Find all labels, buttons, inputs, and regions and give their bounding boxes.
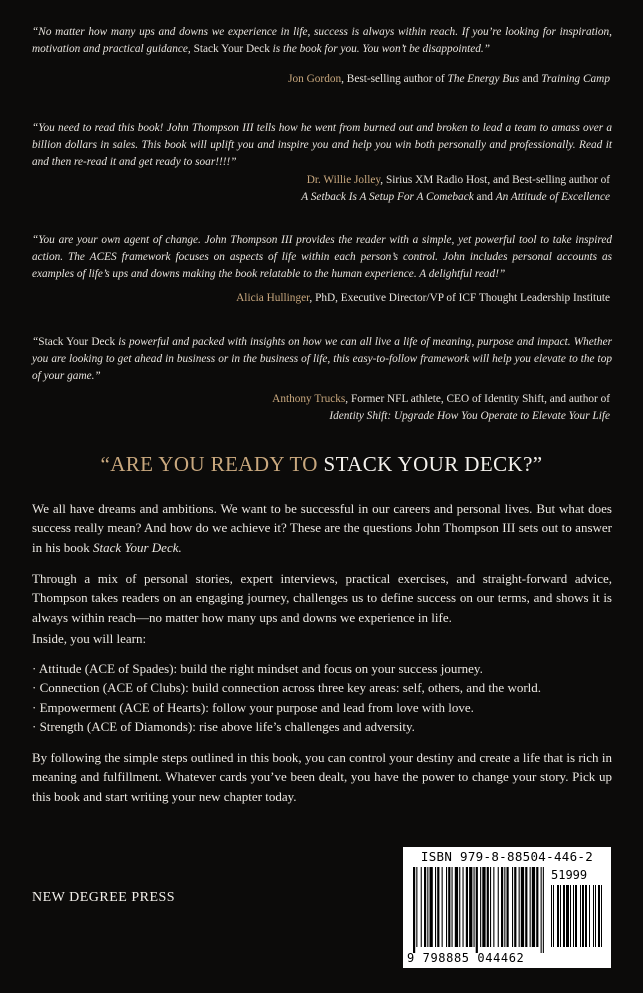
barcode-bar	[430, 867, 433, 947]
testimonial-attribution: Dr. Willie Jolley, Sirius XM Radio Host, and Best-selling author of	[306, 174, 610, 186]
barcode-bar	[575, 885, 577, 947]
barcode-bar	[543, 867, 544, 953]
barcode-bar	[482, 867, 485, 947]
testimonial-attribution-book: Identity Shift: Upgrade How You Operate to Elevate Your Life	[329, 410, 610, 422]
barcode-bars	[403, 847, 611, 968]
barcode-bar	[514, 867, 516, 947]
barcode-bar	[530, 867, 531, 947]
list-item: · Connection (ACE of Clubs): build connection across three key areas: self, others, and the world.	[32, 680, 542, 696]
barcode-bar	[519, 867, 520, 947]
barcode-bar	[459, 867, 460, 947]
barcode-bar	[435, 867, 436, 947]
barcode-bar	[582, 885, 584, 947]
barcode-bar	[469, 867, 472, 947]
barcode-bar	[563, 885, 565, 947]
list-item: · Strength (ACE of Diamonds): rise above life’s challenges and adversity.	[32, 719, 415, 735]
barcode-bar	[570, 885, 571, 947]
barcode-bar	[476, 867, 478, 953]
isbn-barcode	[403, 847, 611, 968]
barcode-bar	[580, 885, 581, 947]
barcode-bar	[566, 885, 569, 947]
barcode-bar	[521, 867, 524, 947]
barcode-bar	[474, 867, 475, 947]
endorser-name: Anthony Trucks	[272, 393, 346, 405]
price-code: 51999	[551, 868, 588, 882]
barcode-bar	[455, 867, 458, 947]
barcode-bar	[598, 885, 600, 947]
barcode-bar	[448, 867, 450, 947]
endorser-name: Jon Gordon	[288, 73, 342, 85]
barcode-bar	[487, 867, 489, 947]
barcode-bar	[480, 867, 481, 947]
barcode-digits: 9 798885 044462	[407, 951, 525, 965]
barcode-bar	[551, 885, 552, 947]
barcode-bar	[601, 885, 602, 947]
book-title-bold: Stack Your Deck	[193, 43, 270, 56]
barcode-bar	[532, 867, 535, 947]
barcode-bar	[525, 867, 527, 947]
barcode-bar	[512, 867, 513, 947]
testimonial-attribution: Anthony Trucks, Former NFL athlete, CEO of Identity Shift, and author of	[272, 393, 610, 405]
testimonial-quote: “Stack Your Deck is powerful and packed with insights on how we can all live a life of meaning, purpose and impact. Whether you are looking to get ahead in business or in the business of life, this easy-to-follow framework will help you elevate to the top of your game.”	[32, 336, 612, 383]
endorser-name: Dr. Willie Jolley	[306, 174, 381, 186]
barcode-bar	[490, 867, 491, 947]
description-paragraph: We all have dreams and ambitions. We want to be successful in our careers and personal lives. But what does success really mean? And how do we achieve it? These are the questions John Thompson III sets out to answer in his book Stack Your Deck.	[32, 501, 612, 555]
barcode-bar	[498, 867, 499, 947]
book-title-bold: Stack Your Deck	[38, 336, 116, 348]
endorser-name: Alicia Hullinger	[236, 292, 310, 304]
testimonial-attribution-books: A Setback Is A Setup For A Comeback and An Attitude of Excellence	[301, 191, 610, 203]
barcode-bar	[507, 867, 509, 947]
barcode-bar	[573, 885, 574, 947]
barcode-bar	[416, 867, 417, 947]
barcode-bar	[452, 867, 453, 947]
testimonial-quote: “You need to read this book! John Thompson III tells how he went from burned out and broken to lead a team to amass over a billion dollars in sales. This book will uplift you and inspire you and help you win both personally and professionally. Read it and then re-read it and get ready to soar!!!!”	[32, 122, 612, 169]
barcode-bar	[413, 867, 415, 953]
publisher-name: NEW DEGREE PRESS	[32, 890, 176, 905]
headline: “ARE YOU READY TO STACK YOUR DECK?”	[100, 452, 543, 476]
barcode-bar	[427, 867, 428, 947]
barcode-bar	[585, 885, 587, 947]
barcode-bar	[504, 867, 505, 947]
barcode-bar	[560, 885, 561, 947]
barcode-bar	[446, 867, 447, 947]
barcode-bar	[501, 867, 503, 947]
isbn-number: ISBN 979-8-88504-446-2	[420, 849, 594, 864]
testimonial-attribution: Jon Gordon, Best-selling author of The Energy Bus and Training Camp	[288, 73, 610, 85]
list-item: · Attitude (ACE of Spades): build the right mindset and focus on your success journey.	[32, 661, 483, 676]
barcode-bar	[442, 867, 443, 947]
list-item: · Empowerment (ACE of Hearts): follow your purpose and lead from love with love.	[32, 699, 474, 715]
barcode-bar	[536, 867, 538, 947]
barcode-bar	[463, 867, 464, 947]
barcode-bar	[424, 867, 426, 947]
testimonial-quote: “No matter how many ups and downs we experience in life, success is always within reach. If you’re looking for inspiration, motivation and practical guidance, Stack Your Deck is the book for you. You won’t be disappointed.”	[32, 26, 612, 56]
closing-paragraph: By following the simple steps outlined in this book, you can control your destiny and create a life that is rich in meaning and fulfillment. Whatever cards you’ve been dealt, you have the power to change your story. Pick up this book and start writing your new chapter today.	[32, 750, 612, 804]
barcode-bar	[437, 867, 439, 947]
testimonial-attribution: Alicia Hullinger, PhD, Executive Director/VP of ICF Thought Leadership Institute	[236, 292, 610, 304]
barcode-bar	[593, 885, 594, 947]
barcode-bar	[557, 885, 559, 947]
barcode-bar	[493, 867, 494, 947]
barcode-bar	[541, 867, 542, 953]
testimonial-quote: “You are your own agent of change. John Thompson III provides the reader with a simple, yet powerful tool to take inspired action. The ACES framework focuses on aspects of life within each person’s control. John includes personal accounts as examples of life’s ups and downs making the book relatable to the human experience. A delightful read!”	[32, 234, 612, 281]
learning-list	[32, 659, 612, 737]
barcode-bar	[421, 867, 422, 947]
barcode-bar	[553, 885, 554, 947]
description-paragraph: Through a mix of personal stories, expert interviews, practical exercises, and straight-forward advice, Thompson takes readers on an engaging journey, challenges us to define success on our terms, and shows it is always within reach—no matter how many ups and downs we experience in life.	[32, 571, 612, 625]
barcode-bar	[466, 867, 468, 947]
list-intro: Inside, you will learn:	[32, 631, 147, 646]
barcode-bar	[595, 885, 596, 947]
barcode-bar	[589, 885, 590, 947]
